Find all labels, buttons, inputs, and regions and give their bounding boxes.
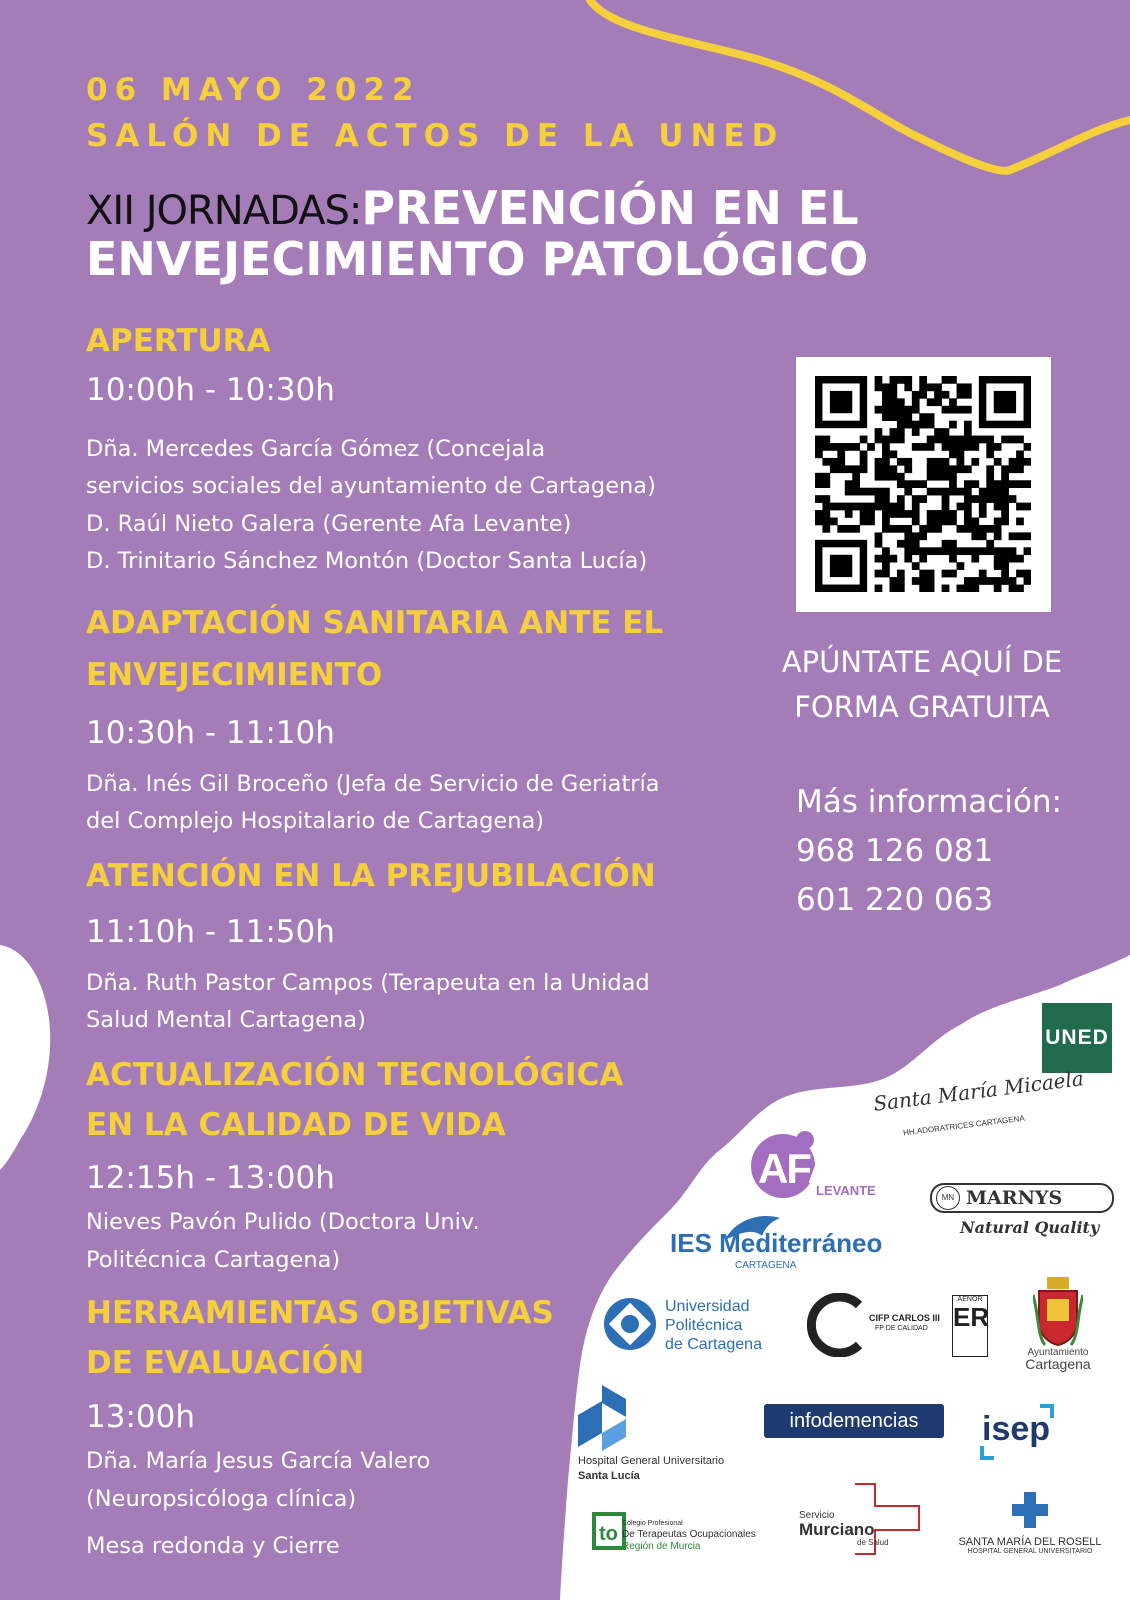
afa-text: AFA (758, 1145, 836, 1192)
sms-line-1: Servicio (799, 1510, 835, 1521)
rosell-line-2: HOSPITAL GENERAL UNIVERSITARIO (967, 1548, 1093, 1555)
aenor-er-icon: ER (953, 1302, 990, 1332)
upct-line-1: Universidad (665, 1298, 750, 1315)
speaker-line: Dña. Mercedes García Gómez (Concejala (86, 436, 546, 462)
santa-maria-rosell-logo (955, 1490, 1105, 1555)
marnys-slogan: Natural Quality (960, 1218, 1100, 1237)
section-title: HERRAMIENTAS OBJETIVAS (86, 1295, 554, 1331)
marnys-emblem-icon: MN (936, 1186, 960, 1210)
speaker-line: Dña. Ruth Pastor Campos (Terapeuta en la Unidad (86, 970, 650, 996)
speaker-line: servicios sociales del ayuntamiento de Cartagena) (86, 473, 656, 499)
colegio-line-3: Región de Murcia (622, 1541, 701, 1552)
section-title: ACTUALIZACIÓN TECNOLÓGICA (86, 1057, 624, 1093)
hgu-line-2: Santa Lucía (578, 1470, 640, 1482)
speaker-line: D. Raúl Nieto Galera (Gerente Afa Levante) (86, 511, 572, 537)
info-label: Más información: (796, 784, 1062, 820)
event-date: 06 MAYO 2022 (86, 72, 421, 108)
section-title: APERTURA (86, 323, 271, 359)
speaker-line: Salud Mental Cartagena) (86, 1007, 366, 1033)
white-left-blob (0, 945, 50, 1170)
svg-text:to: to (599, 1523, 618, 1545)
colegio-line-1: Colegio Profesional (622, 1520, 683, 1527)
infodemencias-logo: infodemencias (764, 1404, 944, 1438)
afa-sub: LEVANTE (816, 1183, 876, 1198)
section-time: 10:00h - 10:30h (86, 372, 335, 408)
isep-text: isep (982, 1410, 1051, 1448)
event-venue: SALÓN DE ACTOS DE LA UNED (86, 118, 785, 154)
isep-logo (982, 1410, 1050, 1449)
speaker-line: Dña. Inés Gil Broceño (Jefa de Servicio de Geriatría (86, 771, 660, 797)
title-prefix: XII JORNADAS: (86, 188, 362, 234)
santa-maria-micaela-sub: HH.ADORATRICES CARTAGENA (902, 1113, 1026, 1138)
phone-1[interactable]: 968 126 081 (796, 833, 994, 869)
rosell-cross-icon (1010, 1490, 1050, 1530)
cifp-sub: FP DE CALIDAD (875, 1325, 928, 1332)
cta-line-1: APÚNTATE AQUÍ DE (781, 645, 1063, 679)
aenor-text: AENOR (957, 1296, 983, 1303)
speaker-line: del Complejo Hospitalario de Cartagena) (86, 808, 545, 834)
coat-of-arms-icon (1033, 1275, 1083, 1347)
section-time: 13:00h (86, 1399, 195, 1435)
section-time: 12:15h - 13:00h (86, 1160, 335, 1196)
section-title: ADAPTACIÓN SANITARIA ANTE EL (86, 605, 664, 641)
cifp-c-icon (807, 1293, 867, 1357)
speaker-line: Nieves Pavón Pulido (Doctora Univ. (86, 1209, 480, 1235)
cifp-name: CIFP CARLOS III (869, 1313, 940, 1323)
contact-info (796, 778, 1062, 925)
ayto-line-2: Cartagena (1025, 1356, 1091, 1372)
registration-cta (752, 640, 1092, 730)
upct-line-3: de Cartagena (665, 1336, 762, 1353)
speaker-line: Mesa redonda y Cierre (86, 1533, 340, 1559)
section-title: EN LA CALIDAD DE VIDA (86, 1107, 506, 1143)
upct-text (665, 1297, 762, 1354)
ayto-line-1: Ayuntamiento (1027, 1347, 1089, 1358)
section-title: ATENCIÓN EN LA PREJUBILACIÓN (86, 858, 656, 894)
registration-qr-code[interactable] (796, 357, 1051, 612)
section-time: 10:30h - 11:10h (86, 715, 335, 751)
speaker-line: (Neuropsicóloga clínica) (86, 1486, 357, 1512)
rosell-line-1: SANTA MARÍA DEL ROSELL (958, 1536, 1102, 1548)
aenor-badge (952, 1295, 988, 1357)
section-time: 11:10h - 11:50h (86, 914, 335, 950)
phone-2[interactable]: 601 220 063 (796, 882, 994, 918)
speaker-line: Dña. María Jesus García Valero (86, 1448, 431, 1474)
santa-maria-micaela-name: Santa María Micaela (872, 1066, 1085, 1116)
isep-bracket-icon (978, 1402, 1058, 1462)
upct-line-2: Politécnica (665, 1317, 743, 1334)
sms-line-2: Murciano (799, 1520, 875, 1539)
section-title: ENVEJECIMIENTO (86, 657, 383, 693)
speaker-line: D. Trinitario Sánchez Montón (Doctor Santa Lucía) (86, 548, 648, 574)
title-main-2: ENVEJECIMIENTO PATOLÓGICO (86, 232, 869, 286)
marnys-name: MARNYS (966, 1187, 1063, 1209)
cta-line-2: FORMA GRATUITA (794, 690, 1050, 724)
ies-sub: CARTAGENA (735, 1260, 797, 1271)
colegio-line-2: De Terapeutas Ocupacionales (622, 1529, 756, 1540)
upct-emblem-icon (603, 1297, 658, 1352)
marnys-logo (930, 1183, 1114, 1213)
uned-logo: UNED (1042, 1003, 1112, 1073)
hgu-emblem-icon (578, 1385, 638, 1453)
sms-line-3: de Salud (857, 1538, 889, 1547)
speaker-line: Politécnica Cartagena) (86, 1247, 341, 1273)
section-title: DE EVALUACIÓN (86, 1345, 365, 1381)
hgu-line-1: Hospital General Universitario (578, 1455, 725, 1467)
title-main-1: PREVENCIÓN EN EL (361, 181, 859, 235)
ies-name: IES Mediterráneo (670, 1228, 883, 1258)
ayuntamiento-cartagena-logo (1018, 1275, 1098, 1372)
qr-code-icon (815, 376, 1031, 592)
